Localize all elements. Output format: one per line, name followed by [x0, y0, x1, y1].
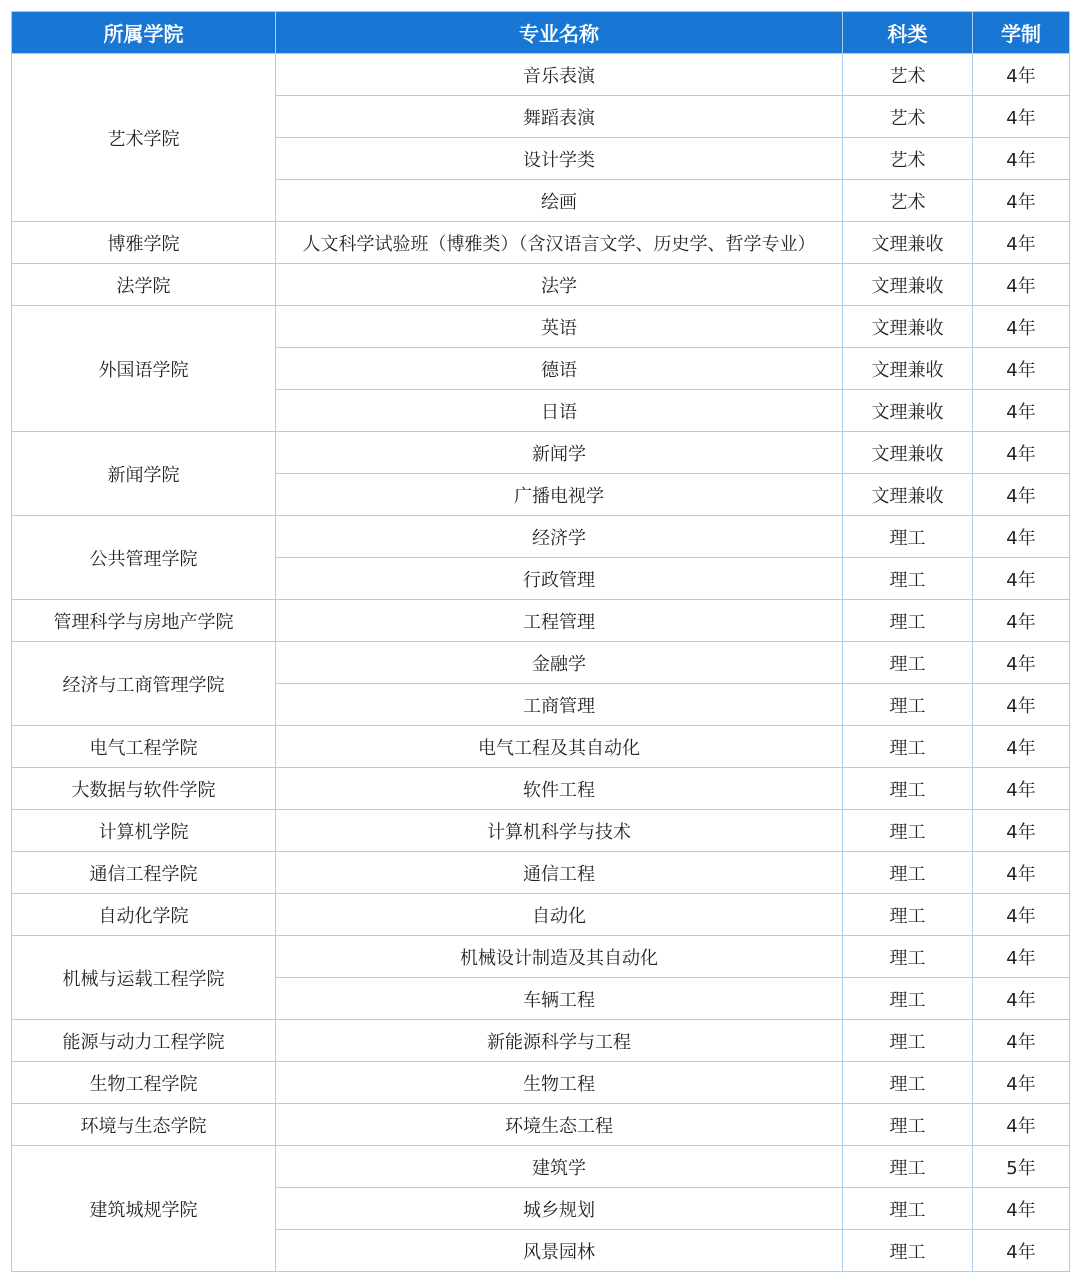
- major-cell: 新能源科学与工程: [276, 1020, 843, 1062]
- table-row: [12, 642, 1070, 684]
- major-cell: 音乐表演: [276, 54, 843, 96]
- duration-cell: 4年: [973, 1188, 1070, 1230]
- duration-cell: 4年: [973, 1062, 1070, 1104]
- duration-cell: 4年: [973, 852, 1070, 894]
- table-row: [12, 516, 1070, 558]
- category-cell: 理工: [843, 936, 973, 978]
- table-row: [12, 1020, 1070, 1062]
- major-cell: 经济学: [276, 516, 843, 558]
- major-cell: 计算机科学与技术: [276, 810, 843, 852]
- major-cell: 金融学: [276, 642, 843, 684]
- college-cell: 生物工程学院: [12, 1062, 276, 1104]
- table-body: [12, 54, 1070, 1272]
- major-cell: 通信工程: [276, 852, 843, 894]
- major-cell: 电气工程及其自动化: [276, 726, 843, 768]
- category-cell: 理工: [843, 1146, 973, 1188]
- college-cell: 环境与生态学院: [12, 1104, 276, 1146]
- category-cell: 理工: [843, 726, 973, 768]
- college-cell: 自动化学院: [12, 894, 276, 936]
- duration-cell: 5年: [973, 1146, 1070, 1188]
- duration-cell: 4年: [973, 390, 1070, 432]
- category-cell: 理工: [843, 642, 973, 684]
- major-cell: 法学: [276, 264, 843, 306]
- category-cell: 文理兼收: [843, 222, 973, 264]
- college-cell: 电气工程学院: [12, 726, 276, 768]
- category-cell: 理工: [843, 1104, 973, 1146]
- major-cell: 车辆工程: [276, 978, 843, 1020]
- table-row: [12, 1104, 1070, 1146]
- category-cell: 理工: [843, 852, 973, 894]
- college-cell: 大数据与软件学院: [12, 768, 276, 810]
- table-row: [12, 432, 1070, 474]
- category-cell: 文理兼收: [843, 348, 973, 390]
- category-cell: 理工: [843, 1230, 973, 1272]
- duration-cell: 4年: [973, 810, 1070, 852]
- duration-cell: 4年: [973, 432, 1070, 474]
- duration-cell: 4年: [973, 96, 1070, 138]
- category-cell: 理工: [843, 684, 973, 726]
- major-cell: 建筑学: [276, 1146, 843, 1188]
- college-cell: 经济与工商管理学院: [12, 642, 276, 726]
- college-cell: 能源与动力工程学院: [12, 1020, 276, 1062]
- college-cell: 公共管理学院: [12, 516, 276, 600]
- duration-cell: 4年: [973, 264, 1070, 306]
- category-cell: 理工: [843, 558, 973, 600]
- major-cell: 绘画: [276, 180, 843, 222]
- major-cell: 生物工程: [276, 1062, 843, 1104]
- table-row: [12, 852, 1070, 894]
- duration-cell: 4年: [973, 138, 1070, 180]
- duration-cell: 4年: [973, 600, 1070, 642]
- major-cell: 软件工程: [276, 768, 843, 810]
- category-cell: 艺术: [843, 180, 973, 222]
- major-cell: 舞蹈表演: [276, 96, 843, 138]
- header-major: 专业名称: [276, 12, 843, 54]
- duration-cell: 4年: [973, 1230, 1070, 1272]
- duration-cell: 4年: [973, 642, 1070, 684]
- category-cell: 文理兼收: [843, 474, 973, 516]
- college-cell: 新闻学院: [12, 432, 276, 516]
- category-cell: 艺术: [843, 96, 973, 138]
- college-cell: 艺术学院: [12, 54, 276, 222]
- category-cell: 理工: [843, 768, 973, 810]
- major-cell: 设计学类: [276, 138, 843, 180]
- duration-cell: 4年: [973, 558, 1070, 600]
- category-cell: 理工: [843, 978, 973, 1020]
- duration-cell: 4年: [973, 684, 1070, 726]
- duration-cell: 4年: [973, 54, 1070, 96]
- duration-cell: 4年: [973, 222, 1070, 264]
- major-cell: 自动化: [276, 894, 843, 936]
- header-category: 科类: [843, 12, 973, 54]
- category-cell: 文理兼收: [843, 432, 973, 474]
- major-cell: 风景园林: [276, 1230, 843, 1272]
- category-cell: 文理兼收: [843, 390, 973, 432]
- duration-cell: 4年: [973, 348, 1070, 390]
- college-cell: 通信工程学院: [12, 852, 276, 894]
- program-table: [11, 11, 1070, 1272]
- major-cell: 城乡规划: [276, 1188, 843, 1230]
- category-cell: 理工: [843, 810, 973, 852]
- duration-cell: 4年: [973, 516, 1070, 558]
- table-row: [12, 894, 1070, 936]
- category-cell: 理工: [843, 516, 973, 558]
- duration-cell: 4年: [973, 978, 1070, 1020]
- duration-cell: 4年: [973, 474, 1070, 516]
- category-cell: 理工: [843, 1188, 973, 1230]
- major-cell: 人文科学试验班（博雅类）（含汉语言文学、历史学、哲学专业）: [276, 222, 843, 264]
- table-row: [12, 810, 1070, 852]
- major-cell: 新闻学: [276, 432, 843, 474]
- table-row: [12, 936, 1070, 978]
- duration-cell: 4年: [973, 1104, 1070, 1146]
- duration-cell: 4年: [973, 1020, 1070, 1062]
- table-row: [12, 726, 1070, 768]
- table-row: [12, 306, 1070, 348]
- major-cell: 工程管理: [276, 600, 843, 642]
- duration-cell: 4年: [973, 726, 1070, 768]
- header-row: [12, 12, 1070, 54]
- major-cell: 工商管理: [276, 684, 843, 726]
- duration-cell: 4年: [973, 894, 1070, 936]
- college-cell: 机械与运载工程学院: [12, 936, 276, 1020]
- duration-cell: 4年: [973, 936, 1070, 978]
- header-college: 所属学院: [12, 12, 276, 54]
- duration-cell: 4年: [973, 180, 1070, 222]
- category-cell: 理工: [843, 894, 973, 936]
- college-cell: 计算机学院: [12, 810, 276, 852]
- major-cell: 英语: [276, 306, 843, 348]
- category-cell: 理工: [843, 1020, 973, 1062]
- major-cell: 机械设计制造及其自动化: [276, 936, 843, 978]
- header-duration: 学制: [973, 12, 1070, 54]
- college-cell: 建筑城规学院: [12, 1146, 276, 1272]
- college-cell: 博雅学院: [12, 222, 276, 264]
- category-cell: 理工: [843, 1062, 973, 1104]
- table-row: [12, 222, 1070, 264]
- major-cell: 行政管理: [276, 558, 843, 600]
- duration-cell: 4年: [973, 768, 1070, 810]
- table-row: [12, 264, 1070, 306]
- category-cell: 理工: [843, 600, 973, 642]
- table-row: [12, 600, 1070, 642]
- program-table-container: [11, 11, 1069, 1272]
- table-row: [12, 1062, 1070, 1104]
- category-cell: 艺术: [843, 54, 973, 96]
- duration-cell: 4年: [973, 306, 1070, 348]
- major-cell: 广播电视学: [276, 474, 843, 516]
- college-cell: 外国语学院: [12, 306, 276, 432]
- table-row: [12, 768, 1070, 810]
- table-row: [12, 1146, 1070, 1188]
- college-cell: 管理科学与房地产学院: [12, 600, 276, 642]
- category-cell: 艺术: [843, 138, 973, 180]
- category-cell: 文理兼收: [843, 264, 973, 306]
- major-cell: 日语: [276, 390, 843, 432]
- major-cell: 环境生态工程: [276, 1104, 843, 1146]
- major-cell: 德语: [276, 348, 843, 390]
- table-row: [12, 54, 1070, 96]
- category-cell: 文理兼收: [843, 306, 973, 348]
- college-cell: 法学院: [12, 264, 276, 306]
